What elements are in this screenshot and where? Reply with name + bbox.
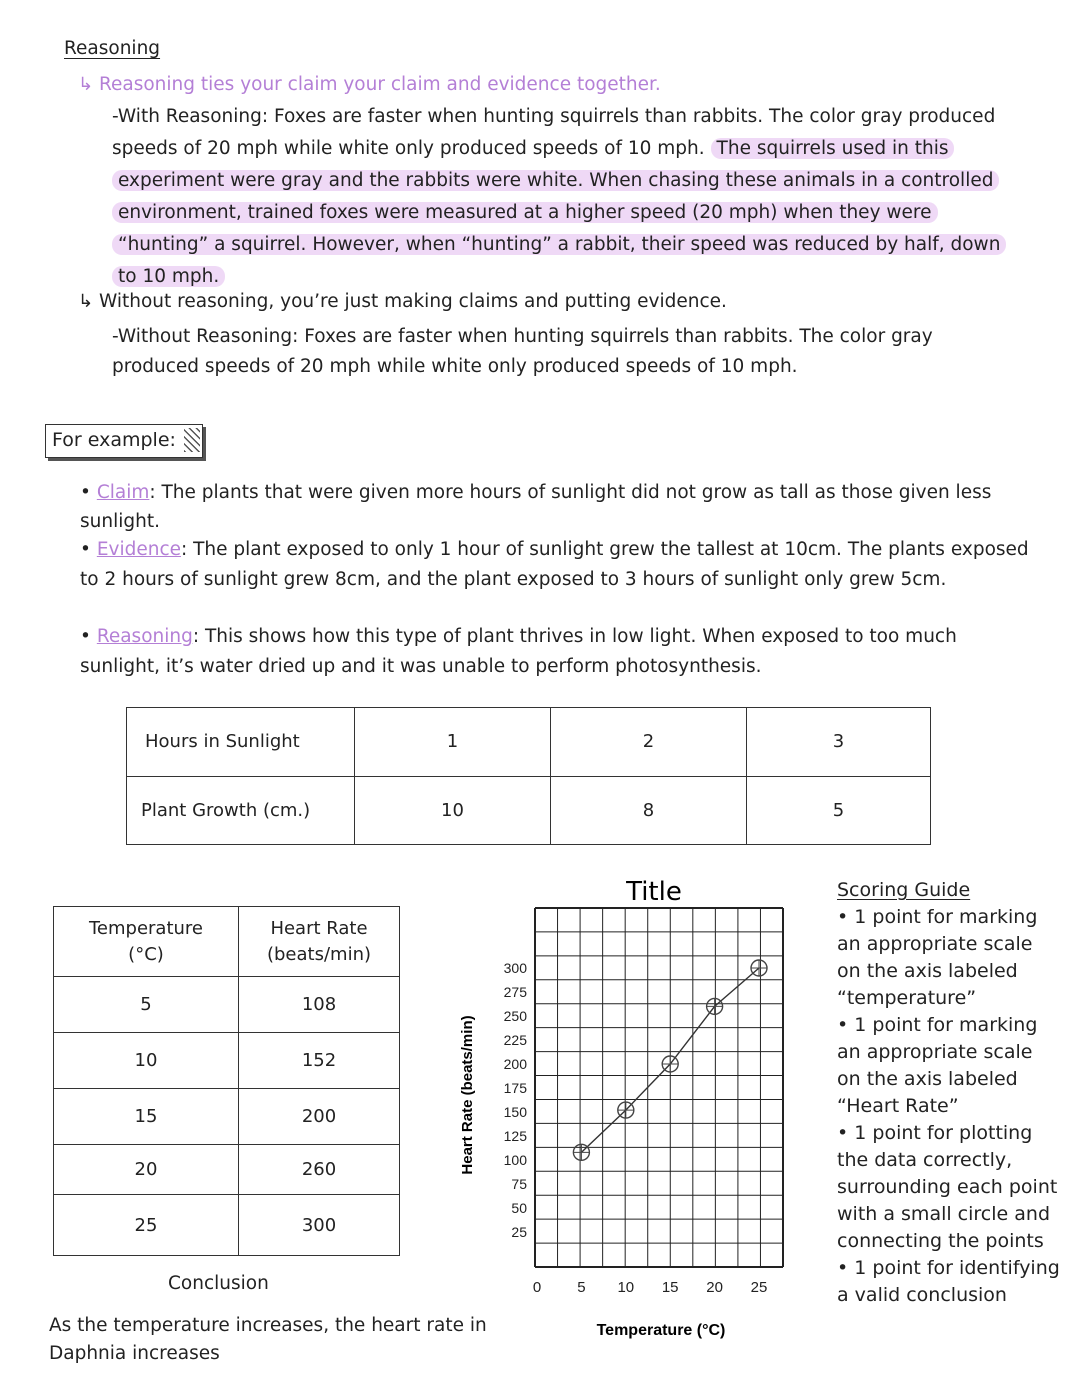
with-reasoning-example: -With Reasoning: Foxes are faster when hunting squirrels than rabbits. The color gray produced speeds of 20 mph while white only produced speeds of 10 mph. The squirrels used in this experiment were gray and the rabbits were white. When chasing these animals in a controlled environment, trained foxes were measured at a higher speed (20 mph) when they were “hunting” a squirrel. However, when “hunting” a rabbit, their speed was reduced by half, down to 10 mph. [112,101,1002,293]
x-tick-label: 25 [750,1279,768,1296]
scoring-guide-title: Scoring Guide [837,879,971,901]
arrow-icon: ↳ [78,74,94,95]
claim-label: Claim [96,482,150,503]
scoring-guide-item: • 1 point for identifying a valid conclusion [837,1257,1060,1306]
table-cell: 25 [54,1195,239,1256]
sunlight-table [126,707,931,845]
bullet-icon: • [80,539,91,560]
table-cell: 10 [54,1033,239,1089]
scoring-guide [837,877,1062,1309]
scoring-guide-item: • 1 point for marking an appropriate scale on the axis labeled “Heart Rate” [837,1014,1038,1117]
table-row [54,1089,400,1145]
table-cell: 3 [747,708,931,777]
bullet-icon: • [80,626,91,647]
highlighted-reasoning: The squirrels used in this experiment were gray and the rabbits were white. When chasing these animals in a controlled environment, trained foxes were measured at a higher speed (20 mph) when they were “hunting” a squirrel. However, when “hunting” a rabbit, their speed was reduced by half, down to 10 mph. [112,138,1006,287]
reasoning-definition: ↳ Reasoning ties your claim your claim and evidence together. [78,74,661,95]
bullet-icon: • [837,1257,855,1279]
table-cell: 2 [551,708,747,777]
y-tick-label: 275 [503,984,527,1000]
table-cell: 15 [54,1089,239,1145]
table-cell: 108 [238,977,399,1033]
y-tick-label: 50 [511,1200,527,1216]
y-tick-label: 100 [503,1152,527,1168]
claim-paragraph: • Claim: The plants that were given more hours of sunlight did not grow as tall as those given less sunlight. [80,482,992,532]
x-axis-label: Temperature (°C) [596,1322,726,1339]
reasoning-label: Reasoning [96,626,193,647]
y-tick-label: 75 [511,1176,527,1192]
heart-rate-table [53,906,400,1256]
bullet-icon: • [837,906,855,928]
table-cell: 300 [238,1195,399,1256]
reasoning-heading: Reasoning [64,38,161,59]
scoring-guide-item: • 1 point for marking an appropriate scale on the axis labeled “temperature” [837,906,1038,1009]
x-tick-label: 5 [577,1279,586,1296]
table-cell: Hours in Sunlight [127,708,355,777]
y-tick-label: 25 [511,1224,527,1240]
arrow-icon: ↳ [78,291,94,312]
table-row [54,1195,400,1256]
y-tick-label: 175 [503,1080,527,1096]
heart-rate-chart [450,860,800,1360]
table-header-row [54,907,400,977]
table-header-heart-rate: Heart Rate (beats/min) [238,907,399,977]
bullet-icon: • [837,1014,855,1036]
y-tick-label: 300 [503,960,527,976]
evidence-paragraph: • Evidence: The plant exposed to only 1 hour of sunlight grew the tallest at 10cm. The plants exposed to 2 hours of sunlight grew 8cm, and the plant exposed to 3 hours of sunlight only grew 5cm. [80,539,1029,590]
table-row [54,1033,400,1089]
table-row [54,977,400,1033]
y-axis-ticks [504,960,528,1240]
without-reasoning-intro: ↳ Without reasoning, you’re just making claims and putting evidence. [78,291,727,312]
for-example-label: For example: [45,424,203,458]
table-cell: 5 [54,977,239,1033]
y-tick-label: 150 [503,1104,527,1120]
table-cell: 20 [54,1145,239,1195]
table-row [127,776,931,845]
table-cell: 5 [747,776,931,845]
table-cell: Plant Growth (cm.) [127,776,355,845]
scoring-guide-item: • 1 point for plotting the data correctly, surrounding each point with a small circle and connecting the points [837,1122,1058,1252]
table-row [54,1145,400,1195]
table-row [127,708,931,777]
chart-grid [535,908,783,1267]
table-cell: 8 [551,776,747,845]
bullet-icon: • [837,1122,855,1144]
without-reasoning-example: -Without Reasoning: Foxes are faster when hunting squirrels than rabbits. The color gray produced speeds of 20 mph while white only produced speeds of 10 mph. [112,326,933,377]
x-axis-ticks [533,1279,768,1296]
table-cell: 260 [238,1145,399,1195]
y-tick-label: 250 [503,1008,527,1024]
y-axis-label: Heart Rate (beats/min) [459,1015,476,1175]
evidence-label: Evidence [96,539,181,560]
table-cell: 1 [355,708,551,777]
hatch-decoration [184,428,200,452]
x-tick-label: 10 [617,1279,635,1296]
reasoning-paragraph: • Reasoning: This shows how this type of plant thrives in low light. When exposed to too much sunlight, it’s water dried up and it was unable to perform photosynthesis. [80,626,957,677]
x-tick-label: 0 [532,1279,542,1296]
bullet-icon: • [80,482,91,503]
table-cell: 200 [238,1089,399,1145]
y-tick-label: 200 [503,1056,527,1072]
table-cell: 152 [238,1033,399,1089]
x-tick-label: 15 [661,1279,679,1296]
chart-title: Title [626,877,682,907]
conclusion-text: As the temperature increases, the heart rate in Daphnia increases [49,1315,487,1364]
table-header-temperature: Temperature (°C) [54,907,239,977]
y-tick-label: 125 [503,1128,527,1144]
conclusion-heading: Conclusion [168,1273,269,1294]
x-tick-label: 20 [706,1279,723,1296]
y-tick-label: 225 [503,1032,527,1048]
table-cell: 10 [355,776,551,845]
